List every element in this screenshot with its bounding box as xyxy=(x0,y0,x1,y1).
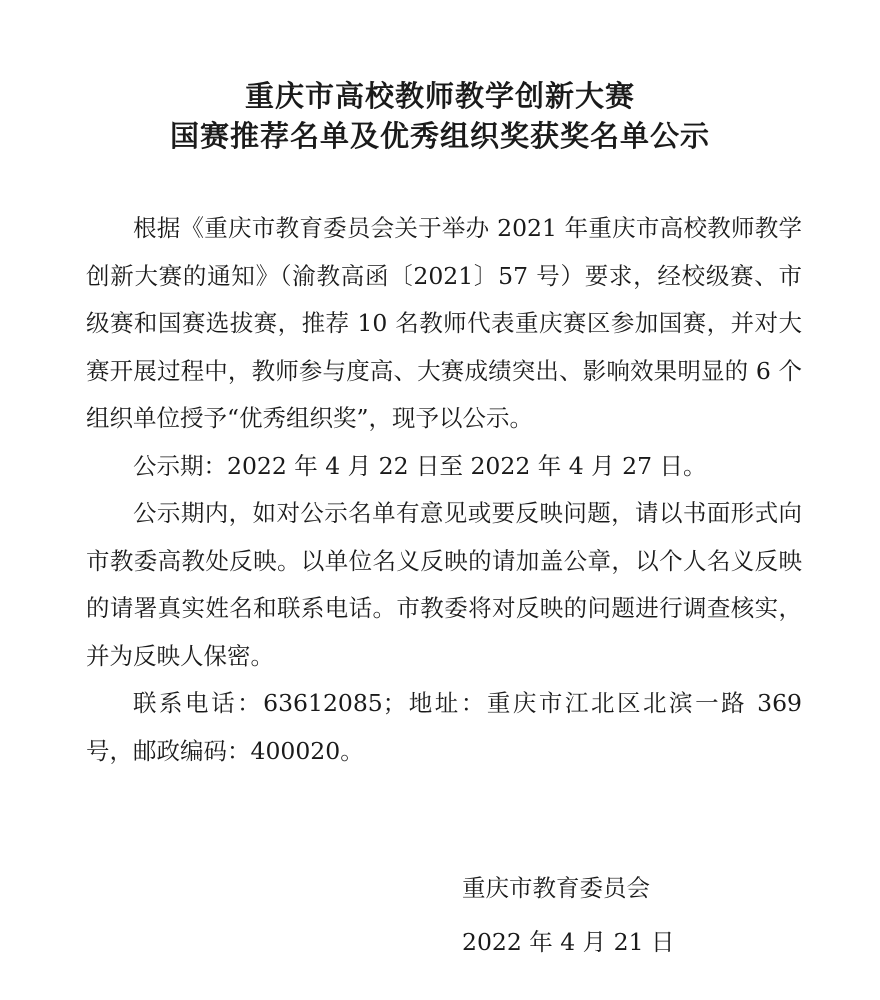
paragraph-contact: 联系电话：63612085；地址：重庆市江北区北滨一路 369 号，邮政编码：400020。 xyxy=(86,689,802,765)
document-title-line-2: 国赛推荐名单及优秀组织奖获奖名单公示 xyxy=(169,119,710,153)
signature-organization: 重庆市教育委员会 xyxy=(462,874,650,902)
paragraph-basis: 根据《重庆市教育委员会关于举办 2021 年重庆市高校教师教学创新大赛的通知》（渝教高函〔2021〕57 号）要求，经校级赛、市级赛和国赛选拔赛，推荐 10 名教师代表重庆赛区参加国赛，并对大赛开展过程中，教师参与度高、大赛成绩突出、影响效果明显的 6 个组织单位授予“优秀组织奖”，现予以公示。 xyxy=(86,214,802,432)
paragraph-feedback: 公示期内，如对公示名单有意见或要反映问题，请以书面形式向市教委高教处反映。以单位名义反映的请加盖公章，以个人名义反映的请署真实姓名和联系电话。市教委将对反映的问题进行调查核实，并为反映人保密。 xyxy=(86,499,802,670)
document-body xyxy=(86,205,802,775)
signature-date: 2022 年 4 月 21 日 xyxy=(462,928,675,956)
document-title-line-1: 重庆市高校教师教学创新大赛 xyxy=(244,79,635,113)
paragraph-publicity-period: 公示期：2022 年 4 月 22 日至 2022 年 4 月 27 日。 xyxy=(133,451,707,480)
